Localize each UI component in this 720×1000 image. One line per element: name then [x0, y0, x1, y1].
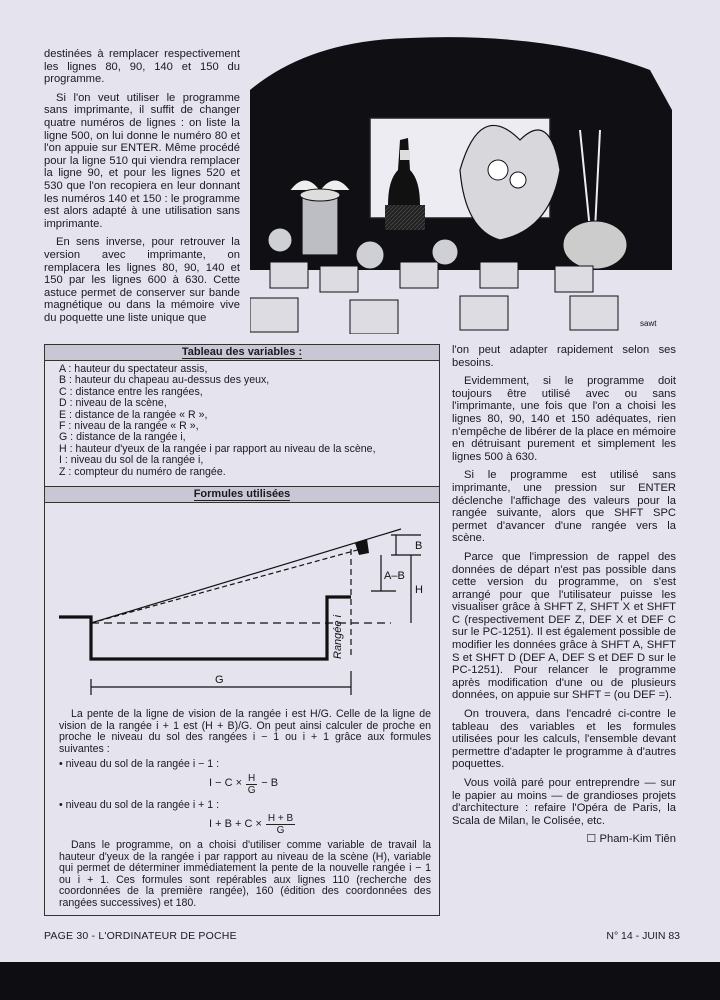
- label-rangee: Rangée i: [332, 615, 344, 660]
- antenna-spectator: [563, 221, 627, 269]
- paragraph: En sens inverse, pour retrouver la version avec imprimante, on remplacera les lignes 80, 90, 140 et 150 par les lignes 600 à 630. Cette astuce permet de conserver sur bande magnétique ou dans la mémoire vive du poquette une liste unique que: [44, 236, 240, 324]
- formula-intro: La pente de la ligne de vision de la rangée i est H/G. Celle de la ligne de vision de la rangée i + 1 est (H + B)/G. On peut ainsi calculer de proche en proche le niveau du sol des rangées i − 1 ou i + 1 grâce aux formules suivantes :: [59, 708, 431, 755]
- paragraph: destinées à remplacer respectivement les lignes 80, 90, 140 et 150 du programme.: [44, 48, 240, 86]
- sightline-diagram: [51, 509, 431, 709]
- top-hat-spectator: [302, 195, 338, 255]
- paragraph: Parce que l'impression de rappel des données de départ n'est pas possible dans cette version du programme, on s'est arrangé pour que l'utilisateur puisse les visualiser grâce à SHFT Z, SHFT X et SHFT C (respectivement DEF Z, DEF X et DEF C sur le PC-1251). Il est également possible de modifier les données grâce à SHFT A, SHFT S et SHFT D (DEF A, DEF S et DEF D sur le PC-1251). Pour relancer le programme après modification d'une ou de plusieurs données, on appuie sur SHFT = (ou DEF =).: [452, 550, 676, 702]
- scan-border: [0, 962, 720, 1000]
- paragraph: Evidemment, si le programme doit toujours être utilisé avec ou sans l'imprimante, une fois que l'on a choisi les lignes 80, 90, 140 et 150 adéquates, rien n'empêche de libérer de la place en mémoire en détruisant purement et simplement les lignes 500 à 630.: [452, 375, 676, 463]
- bullet-row-plus: • niveau du sol de la rangée i + 1 :: [59, 798, 220, 811]
- formula-explanation: [45, 709, 439, 909]
- page-footer-right: N° 14 - JUIN 83: [606, 930, 680, 942]
- variable-item: Z : compteur du numéro de rangée.: [59, 465, 226, 478]
- paragraph: Si l'on veut utiliser le programme sans imprimante, il suffit de changer quatre numéros de lignes : on liste la ligne 500, on lui donne le numéro 80 et l'on appuie sur ENTER. Même procédé pour la ligne 510 qui viendra remplacer la ligne 90, et pour les lignes 520 et 530 que l'on recopiera en leur donnant les numéros 140 et 150 : le programme est alors adapté à une utilisation sans imprimante.: [44, 91, 240, 230]
- paragraph: l'on peut adapter rapidement selon ses besoins.: [452, 344, 676, 369]
- left-column: [44, 48, 240, 330]
- label-g: G: [215, 674, 224, 687]
- right-column: [452, 344, 676, 846]
- variables-formulas-box: [44, 344, 440, 916]
- formulas-title: Formules utilisées: [45, 487, 439, 503]
- formula-row-minus: I − C × $\frac{H}{G}$ − B: [209, 772, 279, 796]
- paragraph: Vous voilà paré pour entreprendre — sur le papier au moins — de grandioses projets d'architecture : refaire l'Opéra de Paris, la Scala de Milan, le Colisée, etc.: [452, 777, 676, 827]
- variable-item: D : niveau de la scène,: [59, 397, 167, 410]
- label-b: B: [415, 540, 423, 553]
- variable-item: G : distance de la rangée i,: [59, 431, 186, 444]
- formula-row-plus: I + B + C × $\frac{H + B}{G}$: [209, 813, 294, 837]
- variables-list: [45, 361, 439, 478]
- label-a-minus-b: A–B: [384, 570, 405, 583]
- page-footer-left: PAGE 30 - L'ORDINATEUR DE POCHE: [44, 930, 237, 942]
- variable-item: F : niveau de la rangée « R »,: [59, 420, 199, 433]
- variable-item: E : distance de la rangée « R »,: [59, 408, 208, 421]
- cartoon-signature: sawt: [640, 319, 657, 328]
- label-h: H: [415, 584, 423, 597]
- formula-outro: Dans le programme, on a choisi d'utiliser comme variable de travail la hauteur d'yeux de la rangée i par rapport au niveau de la scène (H), variable qui permet de déterminer immédiatement la pente de la nouvelle rangée i − 1 ou i + 1. Ces formules sont repérables aux lignes 110 (recherche des coordonnées de la première rangée), 160 (édition des coordonnées des rangées successives) et 180.: [59, 839, 431, 909]
- theater-cartoon-illustration: [250, 30, 672, 334]
- variable-item: C : distance entre les rangées,: [59, 385, 203, 398]
- author-signature: ☐ Pham-Kim Tiên: [586, 833, 676, 846]
- bullet-row-minus: • niveau du sol de la rangée i − 1 :: [59, 758, 220, 771]
- variable-item: H : hauteur d'yeux de la rangée i par rapport au niveau de la scène,: [59, 442, 376, 455]
- variable-item: A : hauteur du spectateur assis,: [59, 363, 208, 375]
- variable-item: B : hauteur du chapeau au-dessus des yeux,: [59, 374, 270, 387]
- paragraph: Si le programme est utilisé sans imprimante, une pression sur ENTER déclenche l'affichage des valeurs pour la rangée suivante, alors que SHFT SPC permet d'avancer d'une rangée vers la scène.: [452, 469, 676, 545]
- paragraph: On trouvera, dans l'encadré ci-contre le tableau des variables et les formules utilisées pour les calculs, l'ensemble devant permettre d'adapter le programme à d'autres poquettes.: [452, 708, 676, 771]
- variable-item: I : niveau du sol de la rangée i,: [59, 454, 204, 467]
- seat-rows: [250, 262, 618, 334]
- variables-title: Tableau des variables :: [45, 345, 439, 361]
